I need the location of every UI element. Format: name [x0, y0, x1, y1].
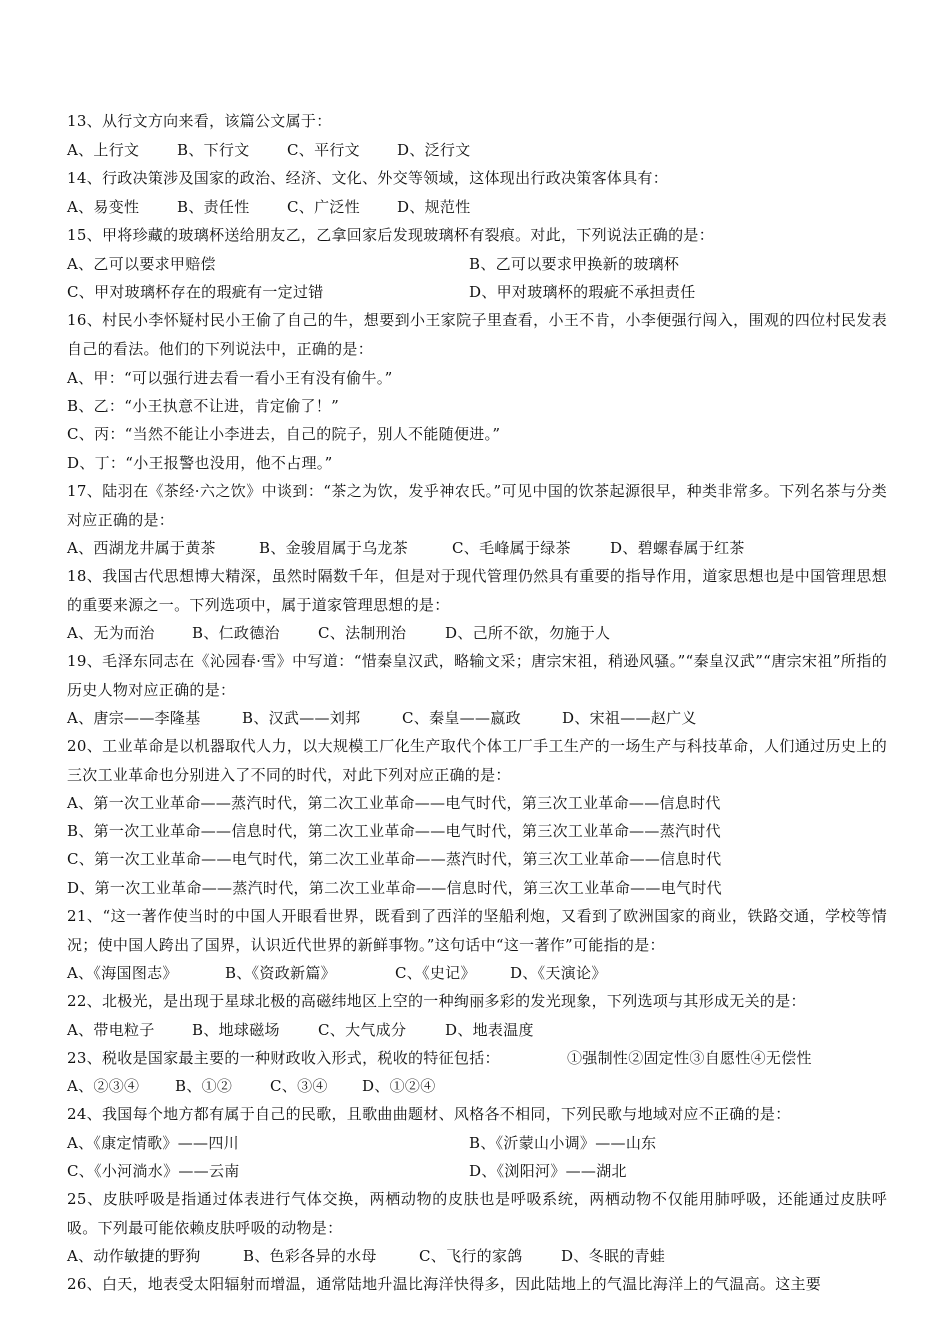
q14-option-b: B、责任性 — [177, 198, 250, 216]
question-24-stem: 24、我国每个地方都有属于自己的民歌，且歌曲曲题材、风格各不相同，下列民歌与地域对应不正确的是： — [67, 1105, 791, 1123]
q23-stem-text: 23、税收是国家最主要的一种财政收入形式，税收的特征包括： — [67, 1049, 500, 1067]
question-22-options — [67, 1016, 887, 1045]
q23-option-d: D、①②④ — [362, 1077, 436, 1095]
question-19-stem: 19、毛泽东同志在《沁园春·雪》中写道：“惜秦皇汉武，略输文采；唐宗宋祖，稍逊风骚。”“秦皇汉武”“唐宗宋祖”所指的历史人物对应正确的是： — [67, 652, 887, 699]
q22-option-a: A、带电粒子 — [67, 1021, 155, 1039]
q17-option-b: B、金骏眉属于乌龙茶 — [259, 539, 409, 557]
question-22-stem: 22、北极光，是出现于星球北极的高磁纬地区上空的一种绚丽多彩的发光现象，下列选项与其形成无关的是： — [67, 992, 806, 1010]
q16-option-b: B、乙：“小王执意不让进，肯定偷了！” — [67, 397, 340, 415]
q19-option-b: B、汉武——刘邦 — [242, 709, 361, 727]
question-26-stem: 26、白天，地表受太阳辐射而增温，通常陆地升温比海洋快得多，因此陆地上的气温比海洋上的气温高。这主要 — [67, 1275, 822, 1293]
question-21-options — [67, 959, 887, 988]
q16-option-c: C、丙：“当然不能让小李进去，自己的院子，别人不能随便进。” — [67, 425, 501, 443]
q13-option-b: B、下行文 — [177, 141, 250, 159]
q18-option-c: C、法制刑治 — [318, 624, 407, 642]
q13-option-c: C、平行文 — [287, 141, 360, 159]
question-15-stem: 15、甲将珍藏的玻璃杯送给朋友乙，乙拿回家后发现玻璃杯有裂痕。对此，下列说法正确的是： — [67, 226, 714, 244]
question-14-stem: 14、行政决策涉及国家的政治、经济、文化、外交等领域，这体现出行政决策客体具有： — [67, 169, 669, 187]
q17-option-a: A、西湖龙井属于黄茶 — [67, 539, 216, 557]
question-14-options — [67, 193, 887, 222]
q14-option-c: C、广泛性 — [287, 198, 360, 216]
q21-option-b: B、《资政新篇》 — [225, 964, 336, 982]
q17-option-d: D、碧螺春属于红茶 — [610, 539, 745, 557]
q23-option-b: B、①② — [175, 1077, 233, 1095]
question-13-stem: 13、从行文方向来看，该篇公文属于： — [67, 112, 332, 130]
q15-option-b: B、乙可以要求甲换新的玻璃杯 — [469, 255, 680, 273]
q24-option-b: B、《沂蒙山小调》——山东 — [469, 1134, 657, 1152]
question-24-options-row2 — [67, 1157, 887, 1186]
q14-option-d: D、规范性 — [397, 198, 471, 216]
q22-option-d: D、地表温度 — [445, 1021, 534, 1039]
q14-option-a: A、易变性 — [67, 198, 140, 216]
question-18-stem: 18、我国古代思想博大精深，虽然时隔数千年，但是对于现代管理仍然具有重要的指导作用，道家思想也是中国管理思想的重要来源之一。下列选项中，属于道家管理思想的是： — [67, 567, 887, 614]
q21-option-c: C、《史记》 — [395, 964, 476, 982]
q13-option-d: D、泛行文 — [397, 141, 471, 159]
q13-option-a: A、上行文 — [67, 141, 140, 159]
q24-option-c: C、《小河淌水》——云南 — [67, 1162, 240, 1180]
q16-option-d: D、丁：“小王报警也没用，他不占理。” — [67, 454, 333, 472]
question-18-options — [67, 619, 887, 648]
q25-option-c: C、飞行的家鸽 — [419, 1247, 523, 1265]
q23-option-a: A、②③④ — [67, 1077, 140, 1095]
q18-option-d: D、己所不欲，勿施于人 — [445, 624, 611, 642]
q18-option-b: B、仁政德治 — [192, 624, 280, 642]
question-15-options-row2 — [67, 278, 887, 307]
q17-option-c: C、毛峰属于绿茶 — [452, 539, 571, 557]
q20-option-c: C、第一次工业革命——电气时代，第二次工业革命——蒸汽时代，第三次工业革命——信息时代 — [67, 850, 722, 868]
q24-option-a: A、《康定情歌》——四川 — [67, 1134, 239, 1152]
q15-option-a: A、乙可以要求甲赔偿 — [67, 255, 216, 273]
question-24-options-row1 — [67, 1129, 887, 1158]
question-17-stem: 17、陆羽在《茶经·六之饮》中谈到：“茶之为饮，发乎神农氏。”可见中国的饮茶起源很早，种类非常多。下列名茶与分类对应正确的是： — [67, 482, 887, 529]
q25-option-a: A、动作敏捷的野狗 — [67, 1247, 201, 1265]
q24-option-d: D、《浏阳河》——湖北 — [469, 1162, 627, 1180]
question-16-stem: 16、村民小李怀疑村民小王偷了自己的牛，想要到小王家院子里查看，小王不肯，小李便强行闯入，围观的四位村民发表自己的看法。他们的下列说法中，正确的是： — [67, 311, 887, 358]
q23-option-c: C、③④ — [270, 1077, 328, 1095]
q20-option-d: D、第一次工业革命——蒸汽时代，第二次工业革命——信息时代，第三次工业革命——电气时代 — [67, 879, 722, 897]
question-25-options — [67, 1242, 887, 1271]
q19-option-d: D、宋祖——赵广义 — [562, 709, 697, 727]
q16-option-a: A、甲：“可以强行进去看一看小王有没有偷牛。” — [67, 369, 393, 387]
question-15-options-row1 — [67, 250, 887, 279]
question-23-options — [67, 1072, 887, 1101]
q25-option-d: D、冬眠的青蛙 — [561, 1247, 666, 1265]
question-21-stem: 21、“这一著作使当时的中国人开眼看世界，既看到了西洋的坚船利炮，又看到了欧洲国家的商业，铁路交通，学校等情况；使中国人跨出了国界，认识近代世界的新鲜事物。”这句话中“这一著作”可能指的是： — [67, 907, 887, 954]
q21-option-a: A、《海国图志》 — [67, 964, 178, 982]
question-23-stem — [67, 1044, 887, 1073]
question-25-stem: 25、皮肤呼吸是指通过体表进行气体交换，两栖动物的皮肤也是呼吸系统，两栖动物不仅能用肺呼吸，还能通过皮肤呼吸。下列最可能依赖皮肤呼吸的动物是： — [67, 1190, 887, 1237]
question-19-options — [67, 704, 887, 733]
q19-option-c: C、秦皇——嬴政 — [402, 709, 521, 727]
q23-stem-items: ①强制性②固定性③自愿性④无偿性 — [567, 1049, 812, 1067]
q15-option-c: C、甲对玻璃杯存在的瑕疵有一定过错 — [67, 283, 324, 301]
q22-option-c: C、大气成分 — [318, 1021, 407, 1039]
q20-option-a: A、第一次工业革命——蒸汽时代，第二次工业革命——电气时代，第三次工业革命——信息时代 — [67, 794, 721, 812]
q15-option-d: D、甲对玻璃杯的瑕疵不承担责任 — [469, 283, 696, 301]
question-20-stem: 20、工业革命是以机器取代人力，以大规模工厂化生产取代个体工厂手工生产的一场生产与科技革命，人们通过历史上的三次工业革命也分别进入了不同的时代，对此下列对应正确的是： — [67, 737, 887, 784]
question-17-options — [67, 534, 887, 563]
q20-option-b: B、第一次工业革命——信息时代，第二次工业革命——电气时代，第三次工业革命——蒸汽时代 — [67, 822, 721, 840]
q25-option-b: B、色彩各异的水母 — [243, 1247, 377, 1265]
q21-option-d: D、《天演论》 — [510, 964, 607, 982]
q22-option-b: B、地球磁场 — [192, 1021, 280, 1039]
q19-option-a: A、唐宗——李隆基 — [67, 709, 201, 727]
q18-option-a: A、无为而治 — [67, 624, 155, 642]
question-13-options — [67, 136, 887, 165]
